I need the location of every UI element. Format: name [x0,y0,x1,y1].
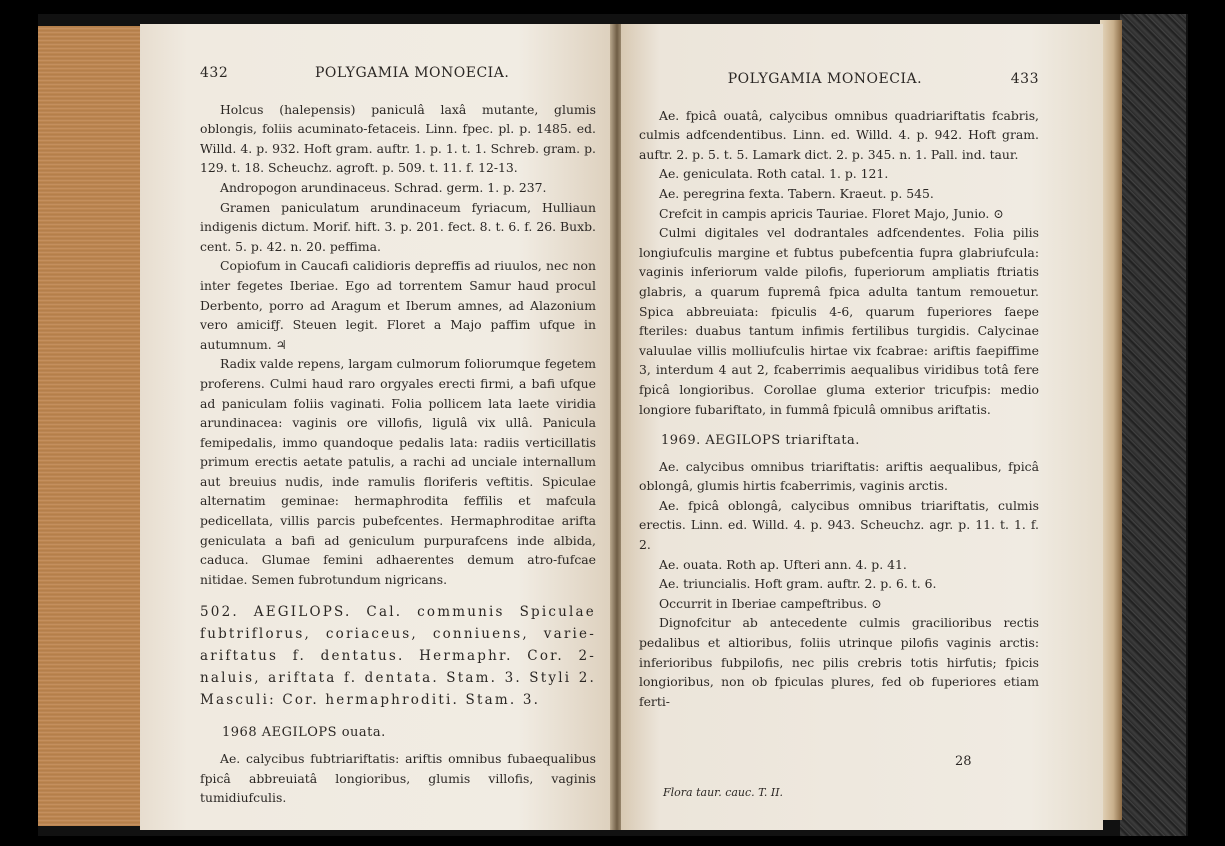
right-running-title: POLYGAMIA MONOECIA. [727,71,923,87]
page-block-edge [38,26,140,826]
footer-note: Flora taur. cauc. T. II. [663,786,784,799]
paragraph: Ae. geniculata. Roth catal. 1. p. 121. [659,166,889,182]
paragraph: Ae. ouata. Roth ap. Ufteri ann. 4. p. 41. [659,556,907,572]
left-running-head [200,64,596,84]
paragraph: Crefcit in campis apricis Tauriae. Floret Majo, Junio. ⊙ [659,205,1004,221]
right-running-head [639,70,1039,90]
paragraph: Ae. fpicâ ouatâ, calycibus omnibus quadriariftatis fcabris, culmis adfcendentibus. Linn. ed. Willd. 4. p. 942. Hoft gram. auftr. 2. p. 5. t. 5. Lamark dict. 2. p. 345. n. 1. Pall. ind. taur. [639,107,1039,162]
left-page [140,24,613,830]
genus-entry: 502. AEGILOPS. Cal. communis Spiculae fubtriflorus, coriaceus, conniuens, varie-ariftatus f. dentatus. Hermaphr. Cor. 2-naluis, ariftata f. dentata. Stam. 3. Styli 2. Masculi: Cor. hermaphroditi. Stam. 3. [200,604,596,709]
right-page-edge [1100,20,1122,820]
book-cover-marbled [1120,14,1186,836]
paragraph: Holcus (halepensis) paniculâ laxâ mutante, glumis oblongis, foliis acuminato-fetaceis. Linn. fpec. pl. p. 1485. ed. Willd. 4. p. 932. Hoft gram. auftr. 1. p. 1. t. 1. Schreb. gram. p. 129. t. 18. Scheuchz. agroft. p. 509. t. 11. f. 12-13. [200,101,596,176]
paragraph: Culmi digitales vel dodrantales adfcendentes. Folia pilis longiufculis margine et fubtus pubefcentia fupra glabriufcula: vaginis inferiorum valde pilofis, fuperiorum ampliatis ftriatis glabris, a quarum fupremâ fpica adulta tantum remouetur. Spica abbreuiata: fpiculis 4-6, quarum fuperiores faepe fteriles: duabus tantum infimis fertilibus turgidis. Calycinae valuulae villis molliufculis hirtae vix fcabrae: ariftis faepiffime 3, interdum 4 aut 2, fcaberrimis aequalibus viridibus totâ fere fpicâ longioribus. Corollae gluma exterior tricufpis: medio longiore fubariftato, in fummâ fpiculâ omnibus ariftatis. [639,225,1039,417]
paragraph: Occurrit in Iberiae campeftribus. ⊙ [659,595,882,611]
right-page [621,24,1103,830]
species-heading: 1969. AEGILOPS triariftata. [661,433,860,449]
paragraph: Radix valde repens, largam culmorum foliorumque fegetem proferens. Culmi haud raro orgyales erecti firmi, a bafi ufque ad paniculam foliis vaginati. Folia pollicem lata laete viridia arundinacea: vaginis ore villofis, ligulâ vix ullâ. Panicula femipedalis, immo quandoque pedalis lata: radiis verticillatis primum erectis aetate patulis, a rachi ad unciale internallum aut breuius nudis, inde ramulis floriferis veftitis. Spiculae alternatim geminae: hermaphrodita feffilis et mafcula pedicellata, villis parcis pubefcentes. Hermaphroditae arifta geniculata a bafi ad geniculum purpurafcens inde albida, caduca. Glumae femini adhaerentes demum atro-fufcae nitidae. Semen fubrotundum nigricans. [200,356,596,587]
paragraph: Ae. fpicâ oblongâ, calycibus omnibus triariftatis, culmis erectis. Linn. ed. Willd. 4. p. 943. Scheuchz. agr. p. 11. t. 1. f. 2. [639,497,1039,553]
left-page-number: 432 [200,65,229,81]
left-page-content [200,64,596,808]
paragraph: Ae. peregrina fexta. Tabern. Kraeut. p. 545. [659,185,934,201]
paragraph: Copiofum in Caucafi calidioris depreffis ad riuulos, nec non inter fegetes Iberiae. Ego ad torrentem Samur haud procul Derbento, porro ad Aragum et Iberum amnes, ad Alazonium vero amicifƒ. Steuen legit. Floret a Majo paffim ufque in autumnum. ♃ [200,258,596,352]
right-page-number: 433 [1010,71,1039,87]
paragraph: Ae. calycibus fubtriariftatis: ariftis omnibus fubaequalibus fpicâ abbreuiatâ longioribus, glumis villofis, vaginis tumidiufculis. [200,751,596,806]
paragraph: Ae. triuncialis. Hoft gram. auftr. 2. p. 6. t. 6. [659,576,937,592]
paragraph: Ae. calycibus omnibus triariftatis: ariftis aequalibus, fpicâ oblongâ, glumis hirtis fcaberrimis, vaginis arctis. [639,458,1039,494]
paragraph: Gramen paniculatum arundinaceum fyriacum, Hulliaun indigenis dictum. Morif. hift. 3. p. 201. fect. 8. t. 6. f. 26. Buxb. cent. 5. p. 42. n. 20. peffima. [200,199,596,254]
paragraph: Dignofcitur ab antecedente culmis gracilioribus rectis pedalibus et altioribus, foliis utrinque pilofis vaginis arctis: inferioribus fubpilofis, nec pilis crebris totis hirfutis; fpicis longioribus, non ob fpiculas plures, fed ob fuperiores etiam ferti- [639,615,1039,709]
right-page-content [639,70,1039,711]
paragraph: Andropogon arundinaceus. Schrad. germ. 1. p. 237. [220,179,547,195]
left-running-title: POLYGAMIA MONOECIA. [314,65,510,81]
species-heading: 1968 AEGILOPS ouata. [222,725,386,741]
signature-mark: 28 [955,754,972,769]
